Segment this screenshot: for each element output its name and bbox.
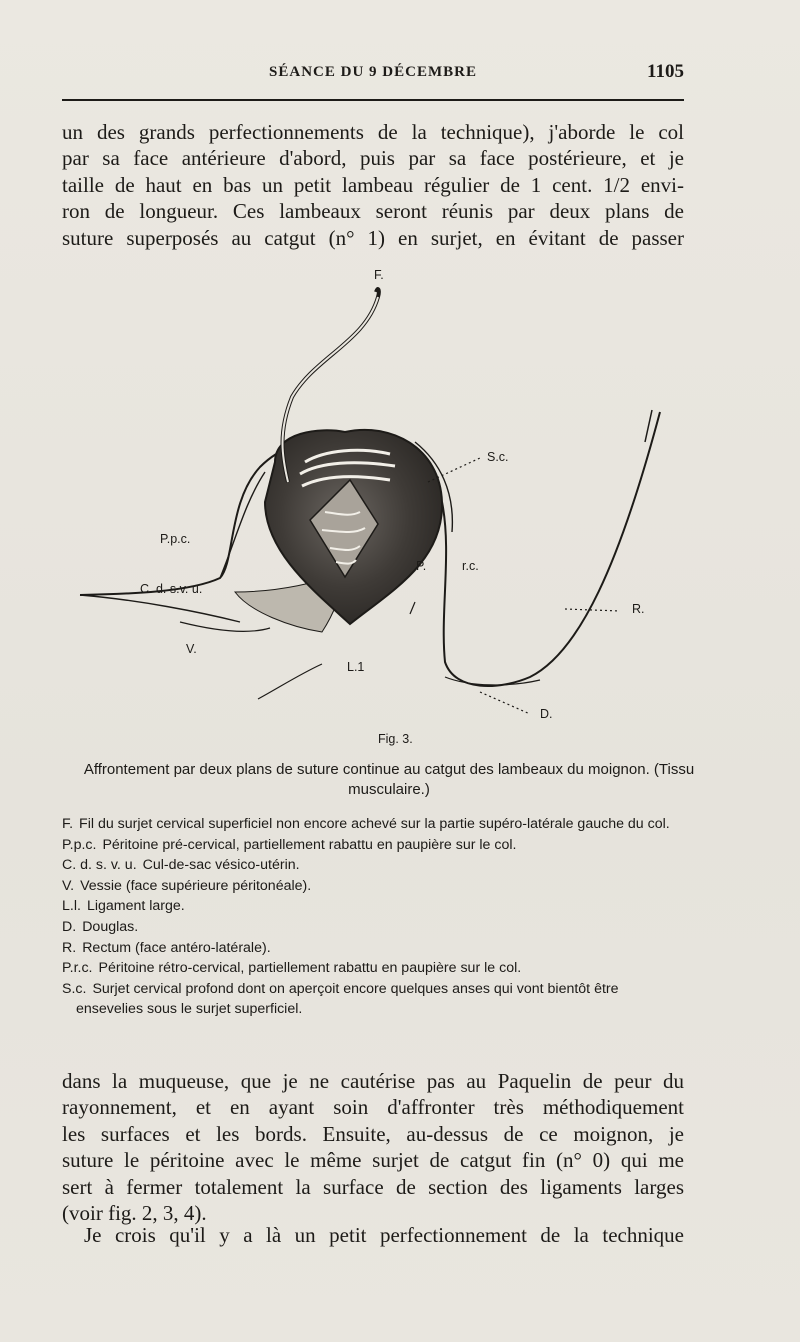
legend-text: Douglas. <box>82 918 139 935</box>
legend-item <box>62 979 684 1020</box>
running-header <box>62 58 684 90</box>
text-line: (voir fig. 2, 3, 4). <box>62 1201 207 1226</box>
legend-item <box>62 917 684 938</box>
legend-item <box>62 855 684 876</box>
ligament-line <box>258 664 322 699</box>
bladder-contour <box>80 595 240 622</box>
legend-abbr: F. <box>62 816 74 832</box>
paragraph-bottom <box>62 1068 684 1226</box>
header-rule <box>62 99 684 101</box>
label-d: D. <box>540 707 553 721</box>
text-line: rayonnement, et en ayant soin d'affronter très méthodiquement <box>62 1095 684 1120</box>
label-p: P. <box>416 559 427 573</box>
legend-item <box>62 814 684 835</box>
text-line: les surfaces et les bords. Ensuite, au-dessus de ce moignon, je <box>62 1121 684 1146</box>
legend-text: Péritoine pré-cervical, partiellement rabattu en paupière sur le col. <box>102 836 517 853</box>
legend-item <box>62 958 684 979</box>
legend-text: Fil du surjet cervical superficiel non encore achevé sur la partie supéro-latérale gauche du col. <box>79 816 670 832</box>
label-r: R. <box>632 602 645 616</box>
legend-text: Cul-de-sac vésico-utérin. <box>142 857 300 874</box>
legend-abbr: P.p.c. <box>62 836 97 853</box>
pre-cervical-fold <box>220 472 265 578</box>
leader-rc <box>410 602 415 614</box>
leader-d <box>480 692 530 714</box>
legend-item <box>62 876 684 897</box>
text-line: suture le péritoine avec le même surjet de catgut fin (n° 0) qui me <box>62 1148 684 1173</box>
legend-text: Vessie (face supérieure péritonéale). <box>80 877 312 894</box>
running-title: SÉANCE DU 9 DÉCEMBRE <box>269 64 477 80</box>
text-line: par sa face antérieure d'abord, puis par sa face postérieure, et je <box>62 146 684 171</box>
figure-legend <box>62 814 684 1020</box>
label-l1: L.1 <box>347 660 365 674</box>
legend-text: Ligament large. <box>86 898 185 915</box>
text-line: Je crois qu'il y a là un petit perfectionnement de la technique <box>84 1223 684 1247</box>
legend-text: Péritoine rétro-cervical, partiellement rabattu en paupière sur le col. <box>98 960 522 977</box>
label-rc: r.c. <box>462 559 479 573</box>
paragraph-last <box>62 1222 684 1248</box>
legend-abbr: L.l. <box>62 898 81 915</box>
leader-r <box>565 609 620 611</box>
rectum-tip <box>645 410 652 442</box>
text-line: ron de longueur. Ces lambeaux seront réunis par deux plans de <box>62 199 684 224</box>
page-number: 1105 <box>647 61 684 82</box>
text-line: sert à fermer totalement la surface de section des ligaments larges <box>62 1174 684 1199</box>
text-line: un des grands perfectionnements de la technique), j'aborde le col <box>62 120 684 144</box>
label-v: V. <box>186 642 197 656</box>
figure-drawing <box>60 262 700 752</box>
legend-abbr: D. <box>62 918 77 935</box>
label-ppc: P.p.c. <box>160 532 191 546</box>
anatomical-figure <box>60 262 700 752</box>
label-cdsvu: C. d. s.v. u. <box>140 582 203 596</box>
bladder-fold <box>180 622 270 631</box>
figure-number: Fig. 3. <box>378 732 413 746</box>
legend-item <box>62 938 684 959</box>
douglas-contour <box>442 412 660 686</box>
paragraph-top <box>62 119 684 251</box>
legend-abbr: R. <box>62 939 77 956</box>
legend-abbr: P.r.c. <box>62 960 93 977</box>
text-line: suture superposés au catgut (n° 1) en surjet, en évitant de passer <box>62 225 684 250</box>
figure-caption: Affrontement par deux plans de suture continue au catgut des lambeaux du moignon. (Tissu musculaire.) <box>83 761 695 798</box>
legend-text: Rectum (face antéro-latérale). <box>82 939 271 956</box>
legend-abbr: S.c. <box>62 980 87 997</box>
label-sc: S.c. <box>487 450 509 464</box>
legend-abbr: V. <box>62 877 75 894</box>
legend-abbr: C. d. s. v. u. <box>62 857 137 874</box>
text-line: taille de haut en bas un petit lambeau régulier de 1 cent. 1/2 envi- <box>62 172 684 197</box>
legend-item <box>62 896 684 917</box>
label-f: F. <box>374 268 384 282</box>
text-line: dans la muqueuse, que je ne cautérise pas au Paquelin de peur du <box>62 1069 684 1093</box>
legend-item <box>62 835 684 856</box>
legend-text: Surjet cervical profond dont on aperçoit encore quelques anses qui vont bientôt être ensevelies sous le surjet superficiel. <box>76 980 619 1018</box>
